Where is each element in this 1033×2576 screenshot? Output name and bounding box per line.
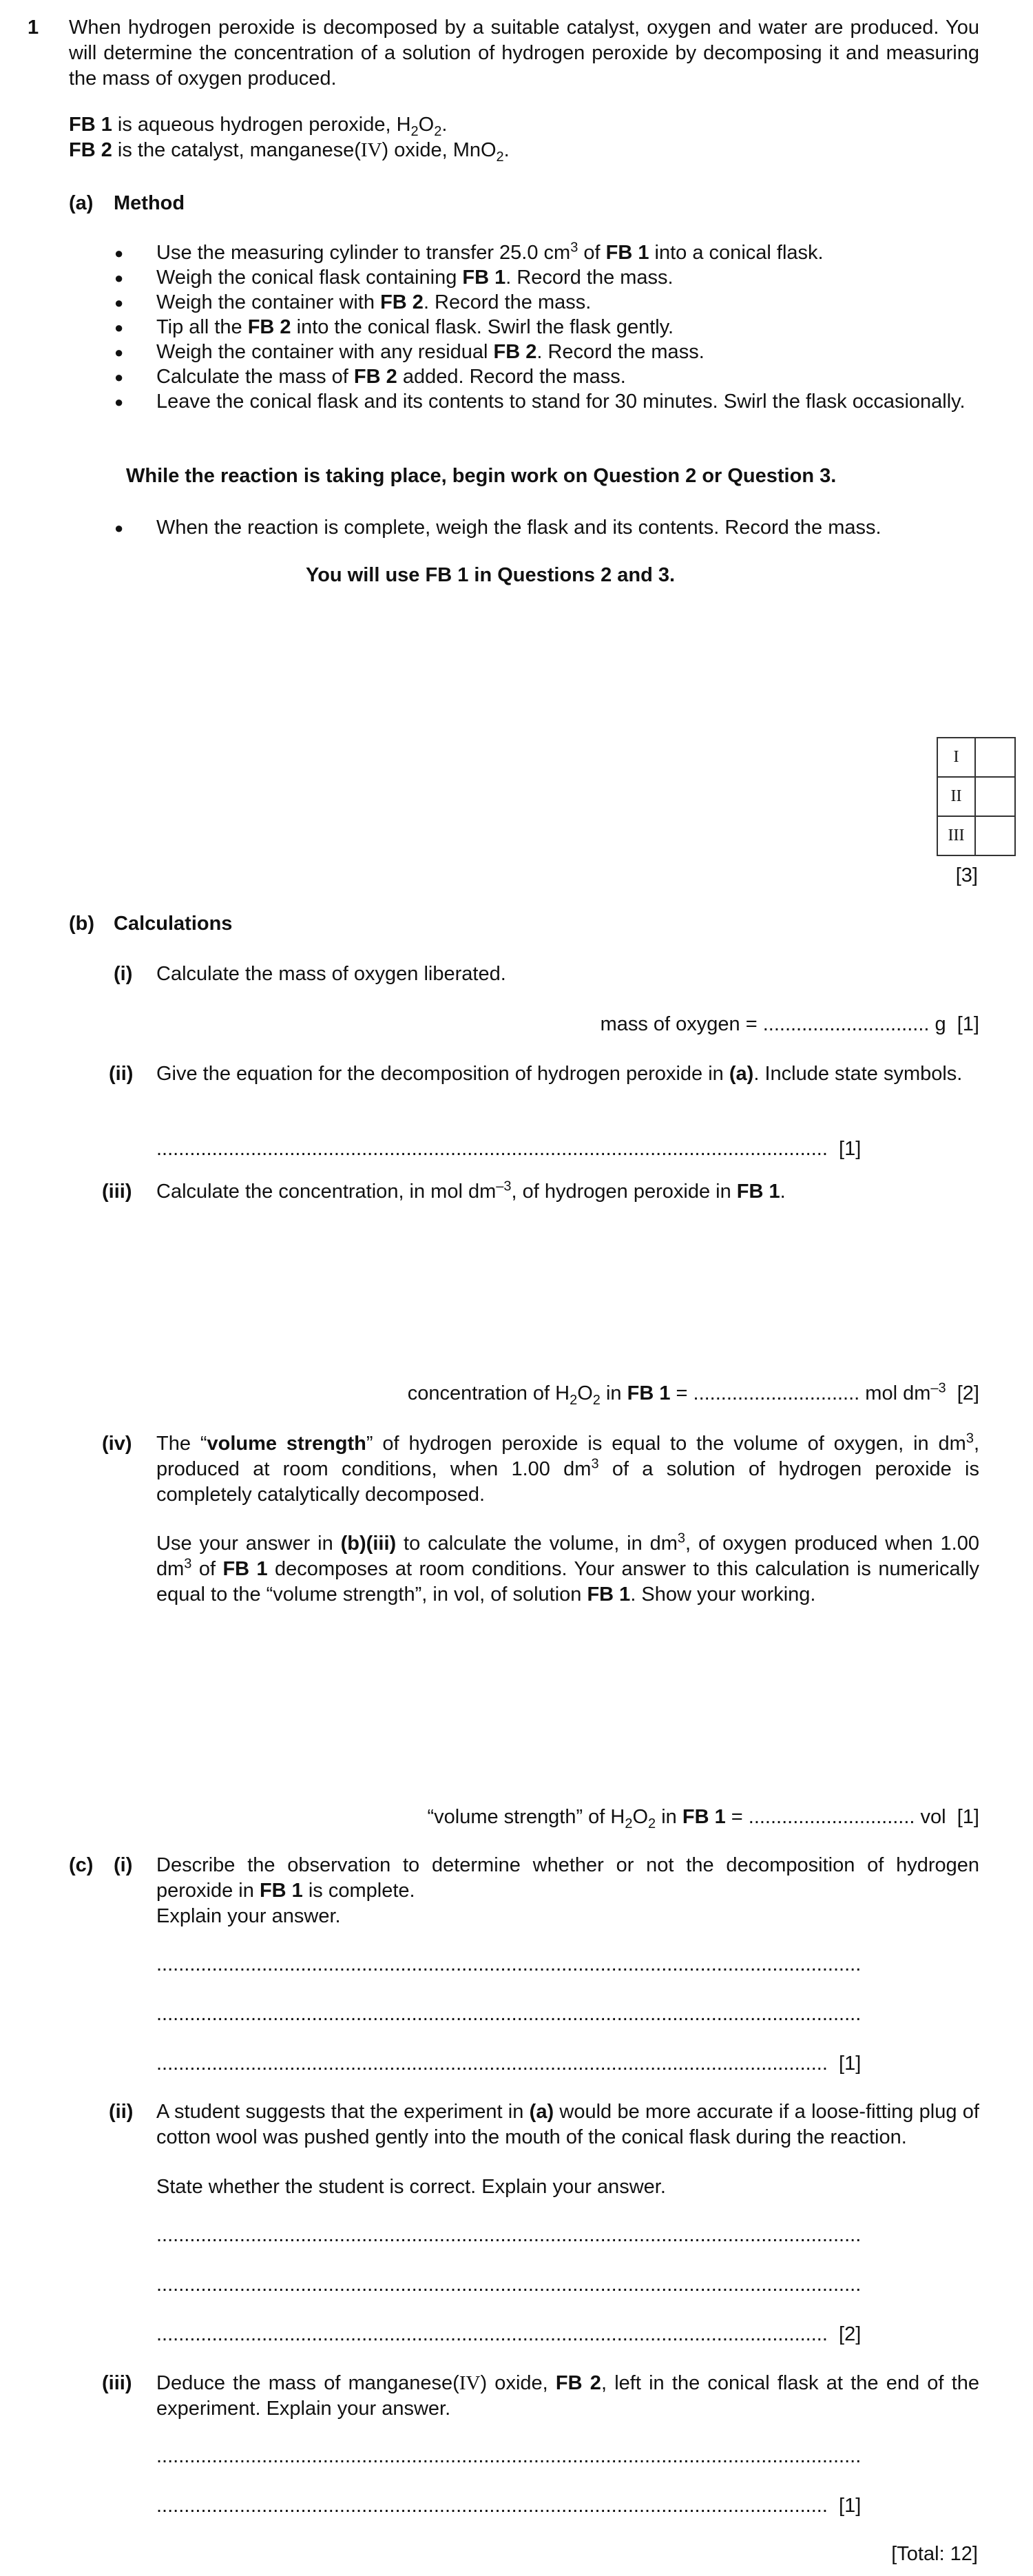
method-step-1: Use the measuring cylinder to transfer 25.0 $cm^3$ of FB 1 into a conical flask. xyxy=(156,240,824,264)
method-step-6: Calculate the mass of FB 2 added. Record the mass. xyxy=(156,366,626,388)
method-step-7: Leave the conical flask and its contents to stand for 30 minutes. Swirl the flask occasionally. xyxy=(156,391,966,413)
part-c-iii-label: (iii) xyxy=(102,2372,132,2394)
part-b-label: (b) xyxy=(69,913,95,935)
answer-line: ......................................................................................................................... [1] xyxy=(156,2053,862,2075)
part-b-iv-definition: The “volume strength” of hydrogen peroxide is equal to the volume of oxygen, in $dm^3$, produced at room conditions, when 1.00 $dm^3$ of a solution of hydrogen peroxide is completely catalytically decomposed. xyxy=(156,1431,980,1506)
examiner-mark-table xyxy=(937,737,1016,856)
part-b-iv-label: (iv) xyxy=(102,1433,132,1455)
answer-line: ......................................................................................................................... [1] xyxy=(156,2495,862,2517)
answer-line: ......................................................................................................................... [2] xyxy=(156,2323,862,2345)
mark-box xyxy=(975,816,1015,855)
bullet-icon: ● xyxy=(114,245,124,262)
bullet-icon: ● xyxy=(114,344,124,361)
part-a-title: Method xyxy=(114,192,185,214)
volume-strength-answer-line: “volume strength” of $H_2O_2$ in FB 1 = .............................. vol [1] xyxy=(427,1806,979,1831)
bullet-icon: ● xyxy=(114,368,124,386)
answer-line: ............................................................................................................................... xyxy=(156,2445,862,2467)
method-step-2: Weigh the conical flask containing FB 1. Record the mass. xyxy=(156,267,674,289)
mass-of-oxygen-answer-line: mass of oxygen = .............................. g [1] xyxy=(600,1013,979,1035)
mark-box xyxy=(975,738,1015,777)
part-b-iii-text: Calculate the concentration, in mol $dm^{-3}$, of hydrogen peroxide in FB 1. xyxy=(156,1178,786,1203)
equation-answer-line: ......................................................................................................................... [1] xyxy=(156,1138,862,1160)
part-c-i-label: (i) xyxy=(114,1854,133,1876)
part-b-ii-text: Give the equation for the decomposition of hydrogen peroxide in (a). Include state symbols. xyxy=(156,1063,963,1085)
mark-row-label: I xyxy=(937,738,975,777)
total-marks: [Total: 12] xyxy=(891,2543,978,2565)
part-b-i-label: (i) xyxy=(114,963,133,985)
part-a-marks: [3] xyxy=(955,864,978,886)
bullet-icon: ● xyxy=(114,294,124,311)
while-note: While the reaction is taking place, begin work on Question 2 or Question 3. xyxy=(126,465,837,487)
part-c-ii-state: State whether the student is correct. Explain your answer. xyxy=(156,2176,666,2198)
answer-line: ............................................................................................................................... xyxy=(156,2224,862,2246)
part-b-iii-label: (iii) xyxy=(102,1181,132,1203)
part-c-i-text: Describe the observation to determine whether or not the decomposition of hydrogen peroxide in FB 1 is complete. xyxy=(156,1854,979,1902)
part-b-ii-label: (ii) xyxy=(109,1063,134,1085)
part-c-ii-label: (ii) xyxy=(109,2101,134,2123)
mark-row-label: II xyxy=(937,777,975,816)
answer-line: ............................................................................................................................... xyxy=(156,2274,862,2296)
method-step-5: Weigh the container with any residual FB 2. Record the mass. xyxy=(156,341,705,363)
bullet-icon: ● xyxy=(114,269,124,287)
part-c-label: (c) xyxy=(69,1854,94,1876)
answer-line: ............................................................................................................................... xyxy=(156,2003,862,2025)
part-c-ii-text: A student suggests that the experiment in (a) would be more accurate if a loose-fitting plug of cotton wool was pushed gently into the mouth of the conical flask during the reaction. xyxy=(156,2101,979,2148)
part-a-label: (a) xyxy=(69,192,94,214)
mark-box xyxy=(975,777,1015,816)
answer-line: ............................................................................................................................... xyxy=(156,1953,862,1975)
part-b-i-text: Calculate the mass of oxygen liberated. xyxy=(156,963,506,985)
use-note: You will use FB 1 in Questions 2 and 3. xyxy=(306,564,676,586)
part-c-iii-text: Deduce the mass of manganese(IV) oxide, FB 2, left in the conical flask at the end of the experiment. Explain your answer. xyxy=(156,2372,980,2420)
method-step-4: Tip all the FB 2 into the conical flask. Swirl the flask gently. xyxy=(156,316,674,338)
question-number: 1 xyxy=(28,17,39,39)
bullet-icon: ● xyxy=(114,519,124,537)
part-b-iv-instructions: Use your answer in (b)(iii) to calculate the volume, in $dm^3$, of oxygen produced when 1.00 $dm^3$ of FB 1 decomposes at room conditions. Your answer to this calculation is numerically equal to the “volume strength”, in vol, of solution FB 1. Show your working. xyxy=(156,1530,979,1606)
fb2-definition: FB 2 is the catalyst, manganese(IV) oxide, MnO$_2$. xyxy=(69,139,510,165)
concentration-answer-line: concentration of $H_2O_2$ in FB 1 = .............................. mol $dm^{-3}$ [2] xyxy=(407,1380,979,1408)
fb1-definition: FB 1 is aqueous hydrogen peroxide, $H_2O_2$. xyxy=(69,114,448,139)
method-step-final: When the reaction is complete, weigh the flask and its contents. Record the mass. xyxy=(156,517,881,539)
part-b-title: Calculations xyxy=(114,913,233,935)
mark-row-label: III xyxy=(937,816,975,855)
method-step-3: Weigh the container with FB 2. Record the mass. xyxy=(156,291,592,313)
part-c-i-explain: Explain your answer. xyxy=(156,1905,341,1927)
bullet-icon: ● xyxy=(114,393,124,411)
bullet-icon: ● xyxy=(114,319,124,336)
intro-text: When hydrogen peroxide is decomposed by a suitable catalyst, oxygen and water are produced. You will determine the concentration of a solution of hydrogen peroxide by decomposing it and measuring the mass of oxygen produced. xyxy=(69,17,979,90)
